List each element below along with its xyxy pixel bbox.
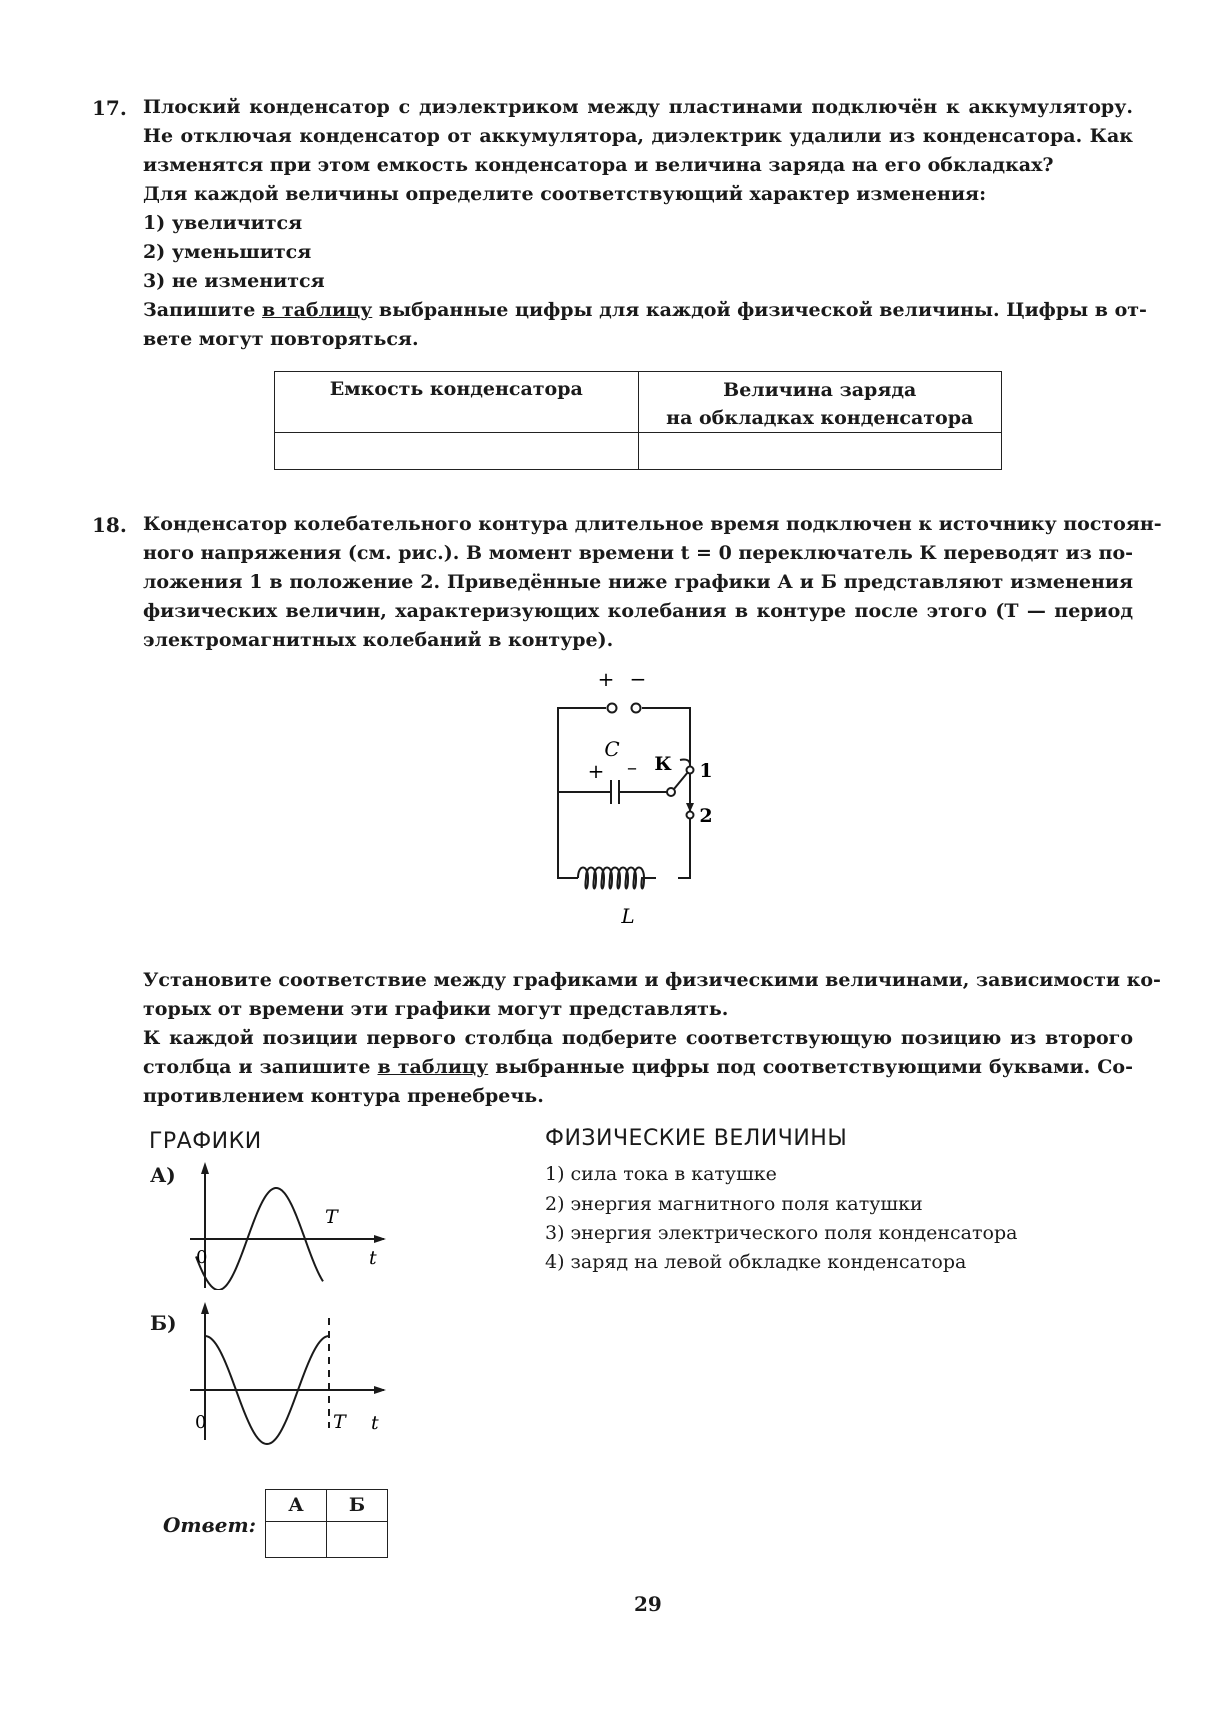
q17-col-charge xyxy=(638,372,1002,433)
q17-line-1: Плоский конденсатор с диэлектриком между пластинами подключён к аккумулятору. xyxy=(143,96,1133,118)
quantity-3: 3) энергия электрического поля конденсатора xyxy=(545,1222,1018,1244)
q18-para2-line2: торых от времени эти графики могут представлять. xyxy=(143,998,729,1020)
source-minus-label: − xyxy=(629,667,647,691)
answer-col-b: Б xyxy=(327,1490,388,1522)
switch-contact-1 xyxy=(687,767,694,774)
q17-col2-line1: Величина заряда xyxy=(723,379,917,401)
graph-b-label: Б) xyxy=(150,1311,177,1335)
graphs-heading: ГРАФИКИ xyxy=(149,1129,262,1154)
switch-arm xyxy=(674,772,688,789)
quantity-2: 2) энергия магнитного поля катушки xyxy=(545,1193,923,1215)
q18-instructions xyxy=(143,966,1161,1111)
source-terminal-minus xyxy=(632,704,641,713)
q17-answer-cell-capacity[interactable] xyxy=(275,433,639,470)
q17-instruction xyxy=(143,296,1147,325)
q18-line-4: физических величин, характеризующих колебания в контуре после этого (T — период xyxy=(143,600,1133,622)
capacitor-plus-label: + xyxy=(587,759,605,783)
graph-b xyxy=(188,1300,398,1445)
switch-arrowhead xyxy=(686,803,694,812)
q17-number: 17. xyxy=(92,96,127,120)
graph-a-t-label: t xyxy=(369,1247,377,1269)
capacitor-minus-label: – xyxy=(627,755,637,779)
q17-option-3: 3) не изменится xyxy=(143,270,325,292)
graph-b-y-arrow xyxy=(201,1302,209,1314)
q18-line-2: ного напряжения (см. рис.). В момент времени t = 0 переключатель К переводят из по- xyxy=(143,542,1133,564)
answer-cell-b[interactable] xyxy=(327,1522,388,1558)
q18-line-5: электромагнитных колебаний в контуре). xyxy=(143,629,614,651)
q18-para3-pre: столбца и запишите xyxy=(143,1056,378,1078)
q18-para3-post: выбранные цифры под соответствующими буквами. Со- xyxy=(488,1056,1133,1078)
q17-text xyxy=(143,93,1147,354)
switch-position-2: 2 xyxy=(699,805,713,827)
circuit-diagram xyxy=(540,660,760,930)
q17-instr-post: выбранные цифры для каждой физической величины. Цифры в от- xyxy=(372,299,1147,321)
graph-a-label: А) xyxy=(150,1163,176,1187)
q17-answer-table xyxy=(274,371,1002,470)
quantity-4: 4) заряд на левой обкладке конденсатора xyxy=(545,1251,967,1273)
switch-arrow-arc xyxy=(680,760,690,765)
q17-col-capacity xyxy=(275,372,639,433)
answer-label: Ответ: xyxy=(163,1513,256,1537)
q18-line-3: ложения 1 в положение 2. Приведённые ниже графики А и Б представляют изменения xyxy=(143,571,1133,593)
switch-pivot xyxy=(667,788,675,796)
q18-line-1: Конденсатор колебательного контура длительное время подключен к источнику постоян- xyxy=(143,513,1162,535)
q18-para2-line1: Установите соответствие между графиками и физическими величинами, зависимости ко- xyxy=(143,969,1161,991)
inductor-coil xyxy=(578,868,656,889)
graph-a-period-label: T xyxy=(325,1206,338,1228)
q17-option-2: 2) уменьшится xyxy=(143,241,312,263)
graph-b-t-label: t xyxy=(371,1412,379,1434)
graph-b-period-label: T xyxy=(333,1411,346,1433)
q18-para3-line1 xyxy=(143,1053,1133,1082)
graph-a-t-arrow xyxy=(374,1235,386,1243)
switch-position-1: 1 xyxy=(699,760,713,782)
source-terminal-plus xyxy=(608,704,617,713)
q18-para3-link: в таблицу xyxy=(377,1056,489,1078)
q17-answer-cell-charge[interactable] xyxy=(638,433,1002,470)
answer-col-a: А xyxy=(266,1490,327,1522)
source-plus-label: + xyxy=(597,667,615,691)
graph-a-y-arrow xyxy=(201,1162,209,1174)
q18-answer-table xyxy=(265,1489,388,1558)
q18-number: 18. xyxy=(92,513,127,537)
q17-instr-link: в таблицу xyxy=(262,299,373,321)
q17-instruction-2: вете могут повторяться. xyxy=(143,328,419,350)
graph-b-origin: 0 xyxy=(195,1412,207,1433)
graph-b-t-arrow xyxy=(374,1386,386,1394)
quantity-1: 1) сила тока в катушке xyxy=(545,1163,777,1185)
graph-a xyxy=(188,1160,398,1290)
q17-col1-label: Емкость конденсатора xyxy=(329,378,583,400)
q18-text xyxy=(143,510,1162,655)
switch-contact-2 xyxy=(687,812,694,819)
inductor-label: L xyxy=(621,904,635,928)
page-number: 29 xyxy=(634,1592,662,1616)
q17-col2-line2: на обкладках конденсатора xyxy=(666,407,974,429)
answer-cell-a[interactable] xyxy=(266,1522,327,1558)
switch-label: К xyxy=(654,753,672,775)
q17-line-4: Для каждой величины определите соответствующий характер изменения: xyxy=(143,183,987,205)
capacitor-label: C xyxy=(604,737,620,761)
q17-line-3: изменятся при этом емкость конденсатора и величина заряда на его обкладках? xyxy=(143,154,1054,176)
q18-para2-line3: К каждой позиции первого столбца подберите соответствующую позицию из второго xyxy=(143,1027,1133,1049)
q18-para3-line2: противлением контура пренебречь. xyxy=(143,1085,544,1107)
q17-option-1: 1) увеличится xyxy=(143,212,303,234)
graph-a-origin: 0 xyxy=(196,1247,208,1268)
q17-instr-pre: Запишите xyxy=(143,299,263,321)
quantities-heading: ФИЗИЧЕСКИЕ ВЕЛИЧИНЫ xyxy=(545,1126,848,1151)
q17-line-2: Не отключая конденсатор от аккумулятора, диэлектрик удалили из конденсатора. Как xyxy=(143,125,1133,147)
